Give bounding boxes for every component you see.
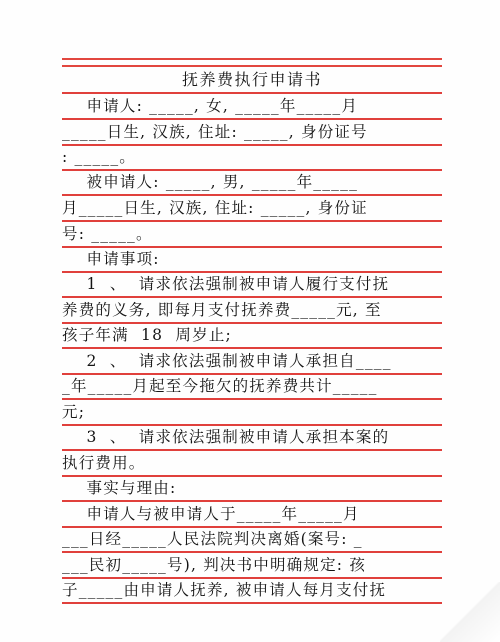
text-line-3: : _____。 (62, 145, 442, 171)
text-line-4: 被申请人: _____, 男, _____年_____ (62, 170, 442, 196)
text-line-20: 子_____由申请人抚养, 被申请人每月支付抚 (62, 578, 442, 604)
text-line-13: 元; (62, 400, 442, 426)
text-line-14: 3 、 请求依法强制被申请人承担本案的 (62, 425, 442, 451)
text-line-1: 申请人: _____, 女, _____年_____月 (62, 94, 442, 120)
text-line-17: 申请人与被申请人于_____年_____月 (62, 502, 442, 528)
text-line-18: ___日经_____人民法院判决离婚(案号: _ (62, 527, 442, 553)
text-line-7: 申请事项: (62, 247, 442, 273)
text-line-5: 月_____日生, 汉族, 住址: _____, 身份证 (62, 196, 442, 222)
top-rule (62, 58, 442, 60)
text-line-15: 执行费用。 (62, 451, 442, 477)
text-line-6: 号: _____。 (62, 222, 442, 248)
top-rule-second (62, 65, 442, 67)
text-line-10: 孩子年满 18 周岁止; (62, 323, 442, 349)
page-curl-corner (440, 582, 500, 642)
text-line-11: 2 、 请求依法强制被申请人承担自____ (62, 349, 442, 375)
text-line-2: _____日生, 汉族, 住址: _____, 身份证号 (62, 120, 442, 146)
text-line-19: ___民初_____号), 判决书中明确规定: 孩 (62, 553, 442, 579)
text-line-16: 事实与理由: (62, 476, 442, 502)
document-title: 抚养费执行申请书 (62, 68, 442, 94)
text-line-8: 1 、 请求依法强制被申请人履行支付抚 (62, 272, 442, 298)
text-line-12: _年_____月起至今拖欠的抚养费共计_____ (62, 374, 442, 400)
text-line-9: 养费的义务, 即每月支付抚养费_____元, 至 (62, 298, 442, 324)
